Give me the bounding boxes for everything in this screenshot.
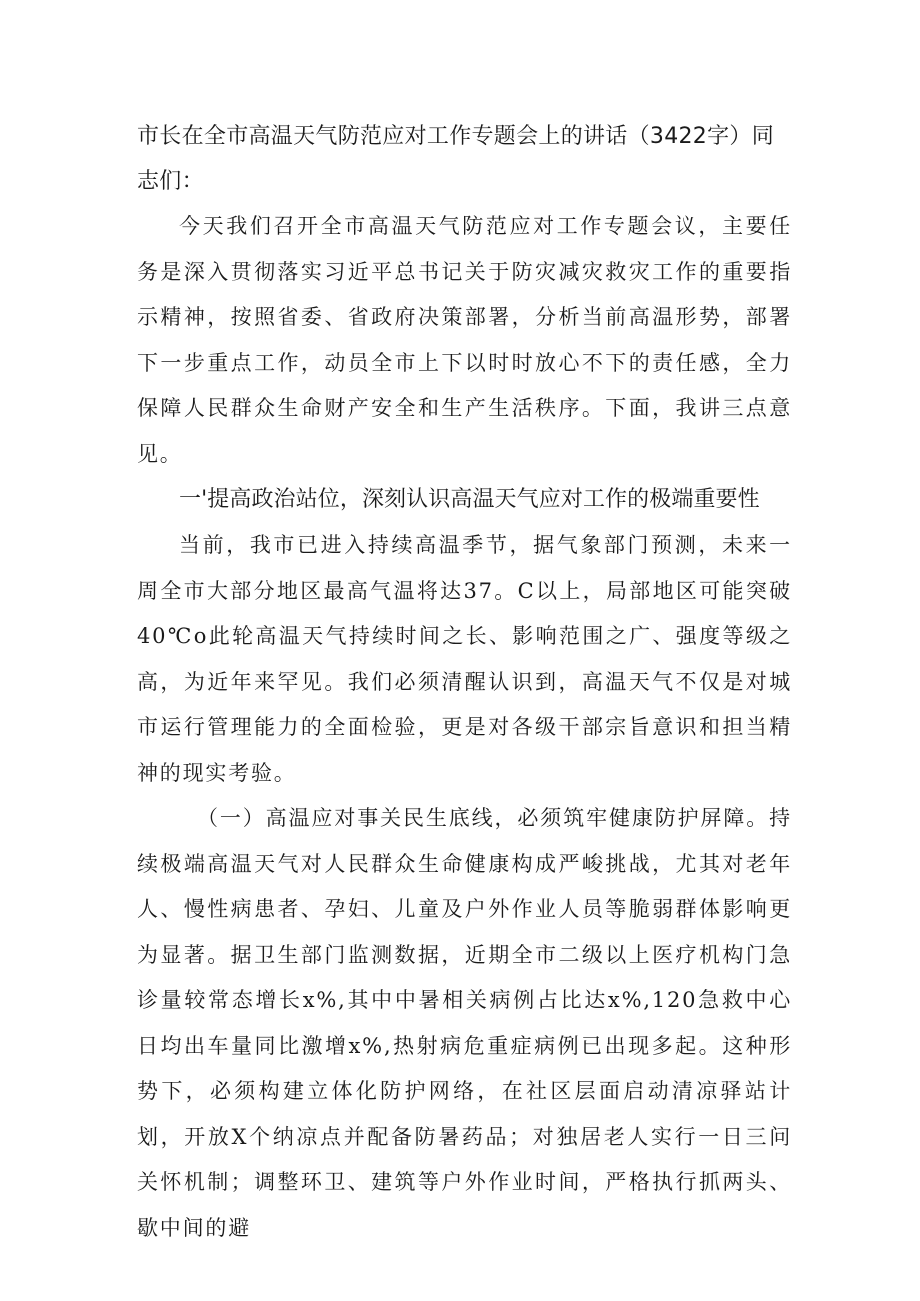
section-1-paragraph: 当前，我市已进入持续高温季节，据气象部门预测，未来一周全市大部分地区最高气温将达37。C以上，局部地区可能突破40℃o此轮高温天气持续时间之长、影响范围之广、强度等级之高，为近年来罕见。我们必须清醒认识到，高温天气不仅是对城市运行管理能力的全面检验，更是对各级干部宗旨意识和担当精神的现实考验。: [137, 533, 792, 785]
section-1-heading: 一'提高政治站位，深刻认识高温天气应对工作的极端重要性: [179, 487, 760, 512]
intro-paragraph: 今天我们召开全市高温天气防范应对工作专题会议，主要任务是深入贯彻落实习近平总书记关于防灾减灾救灾工作的重要指示精神，按照省委、省政府决策部署，分析当前高温形势，部署下一步重点工作，动员全市上下以时时放心不下的责任感，全力保障人民群众生命财产安全和生产生活秩序。下面，我讲三点意见。: [137, 214, 792, 466]
document-body: [137, 114, 792, 1251]
subsection-1-paragraph: （一）高温应对事关民生底线，必须筑牢健康防护屏障。持续极端高温天气对人民群众生命健康构成严峻挑战，尤其对老年人、慢性病患者、孕妇、儿童及户外作业人员等脆弱群体影响更为显著。据卫生部门监测数据，近期全市二级以上医疗机构门急诊量较常态增长x%,其中中暑相关病例占比达x%,120急救中心日均出车量同比激增x%,热射病危重症病例已出现多起。这种形势下，必须构建立体化防护网络，在社区层面启动清凉驿站计划，开放X个纳凉点并配备防暑药品；对独居老人实行一日三问关怀机制；调整环卫、建筑等户外作业时间，严格执行抓两头、歇中间的避: [137, 806, 792, 1240]
document-title: 市长在全市高温天气防范应对工作专题会上的讲话（3422字）同志们：: [137, 124, 774, 194]
